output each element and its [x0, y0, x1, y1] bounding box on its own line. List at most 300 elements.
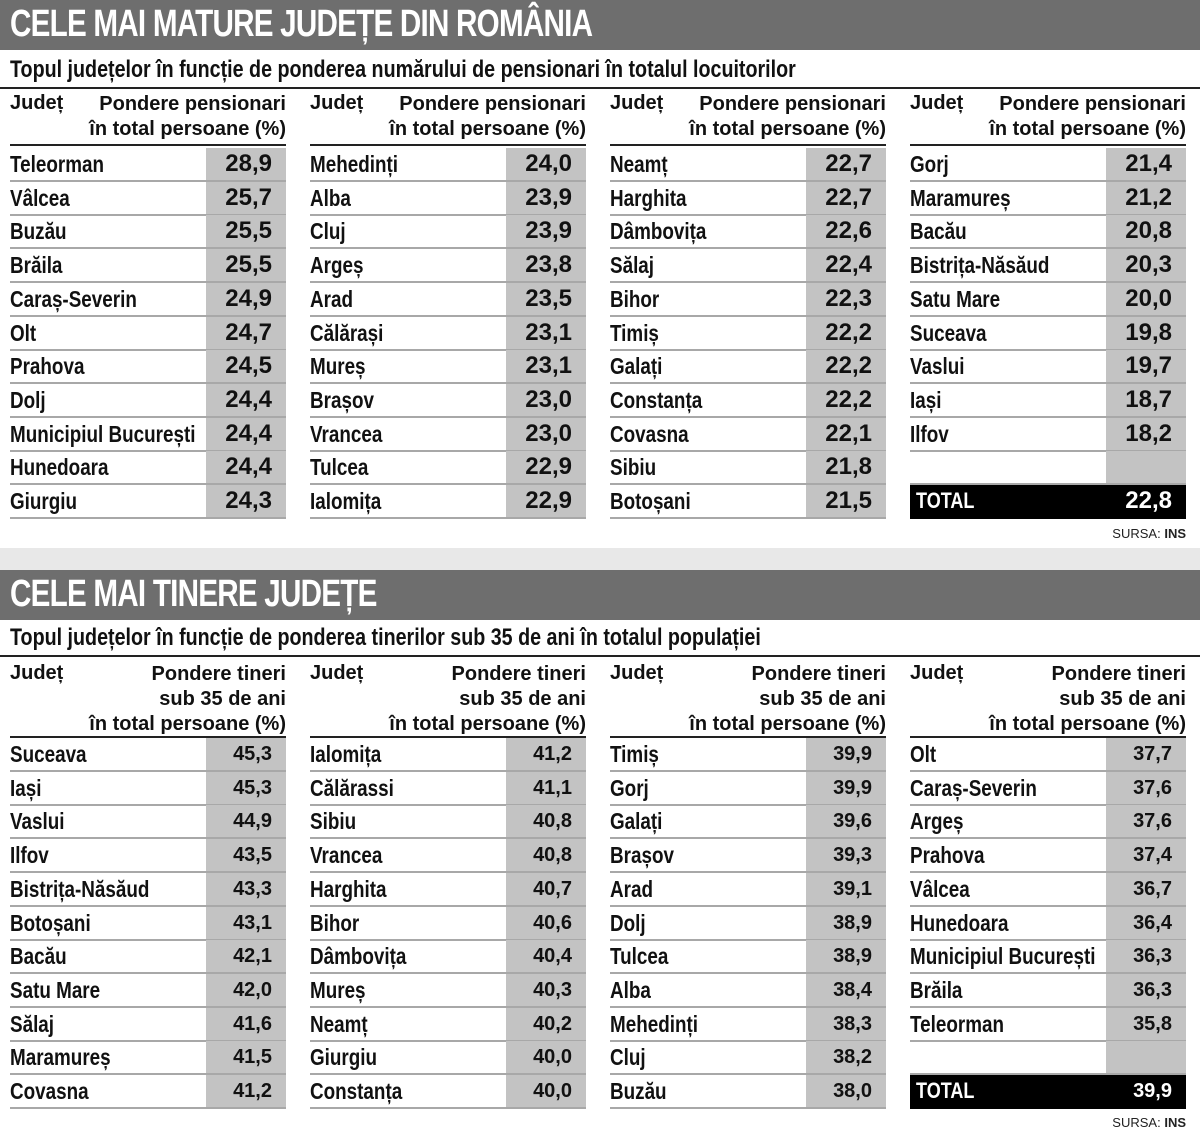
header-weight [989, 662, 1186, 737]
header-weight-line: sub 35 de ani [459, 688, 586, 710]
county-value: 23,1 [506, 317, 586, 349]
table-row [610, 1075, 886, 1109]
county-name: Suceava [10, 741, 87, 767]
county-name: Dolj [610, 909, 646, 936]
county-name: Brașov [610, 842, 674, 869]
county-name: Vâlcea [10, 184, 70, 211]
county-value: 25,5 [206, 249, 286, 281]
county-name: Municipiul București [910, 943, 1096, 970]
county-value: 37,7 [1106, 738, 1186, 770]
county-name: Prahova [910, 842, 985, 869]
county-value: 41,2 [506, 738, 586, 770]
county-name: Sibiu [310, 808, 357, 835]
table-row [610, 317, 886, 351]
table-row [310, 215, 586, 249]
header-county: Județ [610, 662, 664, 684]
table-row [310, 805, 586, 839]
county-name: Constanța [610, 386, 703, 413]
table-row [310, 249, 586, 283]
table-row [910, 451, 1186, 485]
table-row [10, 940, 286, 974]
county-value: 40,8 [506, 805, 586, 837]
county-value: 37,4 [1106, 839, 1186, 871]
county-value: 41,6 [206, 1008, 286, 1040]
county-value [1106, 1041, 1186, 1073]
county-value: 41,2 [206, 1075, 286, 1107]
table-row [310, 907, 586, 941]
county-name: Buzău [610, 1078, 667, 1104]
table-row [910, 418, 1186, 452]
table-row [310, 873, 586, 907]
county-value: 37,6 [1106, 772, 1186, 804]
county-value: 35,8 [1106, 1008, 1186, 1040]
county-value: 37,6 [1106, 805, 1186, 837]
table-row [910, 1008, 1186, 1042]
county-name: Galați [610, 808, 663, 835]
county-name: Vaslui [10, 808, 65, 835]
header-weight [89, 92, 286, 142]
county-name: Teleorman [910, 1010, 1004, 1037]
county-name: Teleorman [10, 151, 104, 177]
county-name: Iași [10, 774, 42, 801]
county-value: 38,9 [806, 907, 886, 939]
county-name: Satu Mare [910, 285, 1001, 312]
county-name: Călărassi [310, 774, 394, 801]
county-name: Caraș-Severin [910, 774, 1037, 801]
header-weight [689, 92, 886, 142]
table-row [310, 1008, 586, 1042]
table-row [910, 215, 1186, 249]
table-row [910, 148, 1186, 182]
county-value: 18,7 [1106, 384, 1186, 416]
county-name: Dâmbovița [310, 943, 407, 970]
county-value: 22,7 [806, 182, 886, 214]
county-name: Suceava [910, 319, 987, 346]
table-row [610, 772, 886, 806]
header-weight-line: sub 35 de ani [159, 688, 286, 710]
table-row [610, 873, 886, 907]
header-weight-line: în total persoane (%) [389, 118, 586, 140]
county-name: Botoșani [10, 909, 91, 936]
county-value: 22,2 [806, 350, 886, 382]
table-row [10, 974, 286, 1008]
table-row [910, 940, 1186, 974]
county-name: Mureș [310, 353, 366, 380]
county-name: Olt [10, 319, 37, 346]
section-title: CELE MAI TINERE JUDEȚE [10, 573, 377, 615]
county-value: 36,4 [1106, 907, 1186, 939]
county-value: 38,3 [806, 1008, 886, 1040]
county-value: 18,2 [1106, 418, 1186, 450]
county-value: 41,1 [506, 772, 586, 804]
county-name: Dolj [10, 386, 46, 413]
county-name: Gorj [910, 151, 949, 177]
county-value: 45,3 [206, 772, 286, 804]
county-name: Bacău [10, 943, 67, 970]
county-value: 36,7 [1106, 873, 1186, 905]
county-value: 23,9 [506, 182, 586, 214]
table-row [10, 485, 286, 519]
table-row [910, 317, 1186, 351]
county-value: 22,1 [806, 418, 886, 450]
table-row [610, 907, 886, 941]
county-value: 39,9 [806, 738, 886, 770]
row-divider [610, 1107, 886, 1109]
table-row [10, 805, 286, 839]
table-row [10, 249, 286, 283]
county-name: Dâmbovița [610, 218, 707, 245]
table-row [910, 873, 1186, 907]
county-value: 19,7 [1106, 350, 1186, 382]
table-row [10, 738, 286, 772]
county-name: Covasna [610, 420, 689, 447]
county-name: Neamț [610, 151, 668, 177]
section-subtitle: Topul județelor în funcție de ponderea numărului de pensionari în totalul locuitorilor [10, 56, 796, 83]
header-weight-line: Pondere pensionari [399, 93, 586, 115]
county-name: Călărași [310, 319, 384, 346]
county-name: Brăila [910, 976, 963, 1003]
county-value: 24,9 [206, 283, 286, 315]
county-value: 39,6 [806, 805, 886, 837]
table-row [610, 283, 886, 317]
county-name: Alba [610, 976, 651, 1003]
county-value: 22,7 [806, 148, 886, 180]
table-row [610, 148, 886, 182]
county-name: Ialomița [310, 741, 382, 767]
county-value: 40,2 [506, 1008, 586, 1040]
county-name: Cluj [310, 218, 346, 245]
county-name: Buzău [10, 218, 67, 245]
table-row [910, 384, 1186, 418]
county-value: 20,0 [1106, 283, 1186, 315]
header-county: Județ [310, 92, 364, 114]
table-row [310, 1075, 586, 1109]
row-divider [10, 517, 286, 519]
section-title-bar [0, 0, 1200, 50]
header-rule [10, 144, 286, 146]
county-name: Satu Mare [10, 976, 101, 1003]
table-row [310, 350, 586, 384]
county-name: Arad [610, 875, 653, 902]
table-row [910, 839, 1186, 873]
county-name: Vâlcea [910, 875, 970, 902]
county-name: Covasna [10, 1078, 89, 1104]
county-value: 23,0 [506, 384, 586, 416]
county-value: 25,5 [206, 215, 286, 247]
county-value: 40,6 [506, 907, 586, 939]
county-name: Giurgiu [10, 488, 78, 514]
county-name: Brașov [310, 386, 374, 413]
county-name: Caraș-Severin [10, 285, 137, 312]
county-value: 43,3 [206, 873, 286, 905]
header-county: Județ [910, 92, 964, 114]
county-value: 38,4 [806, 974, 886, 1006]
table-row [310, 317, 586, 351]
county-value: 20,8 [1106, 215, 1186, 247]
header-weight-line: în total persoane (%) [689, 713, 886, 735]
county-name: Argeș [310, 252, 364, 279]
county-name: Mehedinți [310, 151, 399, 177]
county-name: Brăila [10, 252, 63, 279]
table-row [910, 738, 1186, 772]
county-value: 38,0 [806, 1075, 886, 1107]
table-row [310, 839, 586, 873]
total-row [910, 485, 1186, 519]
table-row [10, 907, 286, 941]
county-value: 40,8 [506, 839, 586, 871]
section-title: CELE MAI MATURE JUDEȚE DIN ROMÂNIA [10, 3, 593, 45]
county-name: Timiș [610, 741, 659, 767]
total-label: TOTAL [916, 488, 975, 513]
table-row [610, 839, 886, 873]
table-row [10, 839, 286, 873]
table-row [910, 907, 1186, 941]
header-weight [689, 662, 886, 737]
header-weight-line: Pondere pensionari [999, 93, 1186, 115]
total-value: 22,8 [1106, 485, 1186, 517]
header-weight-line: în total persoane (%) [389, 713, 586, 735]
header-weight-line: în total persoane (%) [89, 118, 286, 140]
county-value: 24,3 [206, 485, 286, 517]
county-name: Constanța [310, 1078, 403, 1104]
county-name: Ilfov [910, 420, 949, 447]
county-value: 22,2 [806, 384, 886, 416]
table-row [610, 974, 886, 1008]
header-weight-line: sub 35 de ani [1059, 688, 1186, 710]
county-value: 20,3 [1106, 249, 1186, 281]
county-name: Maramureș [910, 184, 1011, 211]
county-name: Bistrița-Năsăud [910, 252, 1050, 279]
county-value: 42,0 [206, 974, 286, 1006]
table-row [310, 485, 586, 519]
county-name: Botoșani [610, 488, 691, 514]
header-county: Județ [10, 662, 64, 684]
mature-counties-section [0, 0, 1200, 548]
county-value: 19,8 [1106, 317, 1186, 349]
table-row [10, 1041, 286, 1075]
county-value: 40,7 [506, 873, 586, 905]
header-weight [989, 92, 1186, 142]
table-row [910, 249, 1186, 283]
header-weight [389, 662, 586, 737]
county-name: Bistrița-Năsăud [10, 875, 150, 902]
county-name: Sibiu [610, 454, 657, 481]
table-row [310, 974, 586, 1008]
table-row [910, 772, 1186, 806]
source-value: INS [1164, 1115, 1186, 1130]
county-value: 22,4 [806, 249, 886, 281]
county-value: 45,3 [206, 738, 286, 770]
table-row [610, 738, 886, 772]
county-value: 23,1 [506, 350, 586, 382]
row-divider [310, 517, 586, 519]
county-value: 38,9 [806, 940, 886, 972]
county-name: Vaslui [910, 353, 965, 380]
county-value: 23,5 [506, 283, 586, 315]
section-gap [0, 548, 1200, 570]
county-value: 21,4 [1106, 148, 1186, 180]
county-value: 43,1 [206, 907, 286, 939]
section-title-bar [0, 570, 1200, 620]
header-weight-line: Pondere tineri [751, 663, 886, 685]
county-value: 36,3 [1106, 940, 1186, 972]
table-row [10, 182, 286, 216]
header-rule [310, 144, 586, 146]
header-weight-line: în total persoane (%) [989, 118, 1186, 140]
table-row [10, 772, 286, 806]
table-row [310, 451, 586, 485]
table-row [610, 384, 886, 418]
row-divider [10, 1107, 286, 1109]
table-row [910, 350, 1186, 384]
table-row [10, 873, 286, 907]
young-counties-section [0, 570, 1200, 1136]
county-value: 23,9 [506, 215, 586, 247]
source-label: SURSA: [1112, 526, 1161, 541]
county-name: Sălaj [10, 1010, 55, 1037]
table-row [10, 350, 286, 384]
county-value: 21,8 [806, 451, 886, 483]
table-row [910, 805, 1186, 839]
county-value: 40,3 [506, 974, 586, 1006]
header-weight-line: în total persoane (%) [989, 713, 1186, 735]
county-value: 22,9 [506, 451, 586, 483]
county-value: 22,3 [806, 283, 886, 315]
header-weight-line: sub 35 de ani [759, 688, 886, 710]
table-row [310, 1041, 586, 1075]
table-row [10, 451, 286, 485]
table-row [310, 738, 586, 772]
table-row [10, 1075, 286, 1109]
county-value: 25,7 [206, 182, 286, 214]
header-weight-line: Pondere tineri [451, 663, 586, 685]
county-value: 23,8 [506, 249, 586, 281]
county-name: Harghita [610, 184, 687, 211]
table-row [10, 283, 286, 317]
county-name: Ialomița [310, 488, 382, 514]
table-row [610, 350, 886, 384]
table-row [610, 451, 886, 485]
source-note [1112, 1115, 1186, 1130]
county-name: Hunedoara [910, 909, 1009, 936]
table-row [910, 974, 1186, 1008]
table-row [610, 805, 886, 839]
county-value: 39,1 [806, 873, 886, 905]
table-row [310, 182, 586, 216]
table-row [310, 283, 586, 317]
county-value: 40,0 [506, 1075, 586, 1107]
table-row [610, 215, 886, 249]
county-name: Maramureș [10, 1044, 111, 1071]
county-name: Municipiul București [10, 420, 196, 447]
county-value: 21,2 [1106, 182, 1186, 214]
table-row [910, 283, 1186, 317]
table-row [310, 772, 586, 806]
county-name: Neamț [310, 1010, 368, 1037]
table-row [610, 940, 886, 974]
table-row [310, 418, 586, 452]
county-name: Vrancea [310, 842, 383, 869]
subtitle-rule [0, 87, 1200, 89]
county-value: 41,5 [206, 1041, 286, 1073]
total-row [910, 1075, 1186, 1109]
county-value: 23,0 [506, 418, 586, 450]
table-row [10, 215, 286, 249]
county-name: Tulcea [310, 454, 369, 481]
county-name: Bacău [910, 218, 967, 245]
table-row [310, 384, 586, 418]
county-value: 22,9 [506, 485, 586, 517]
county-value: 36,3 [1106, 974, 1186, 1006]
county-name: Harghita [310, 875, 387, 902]
county-name: Bihor [310, 909, 360, 936]
table-row [910, 1041, 1186, 1075]
header-weight [89, 662, 286, 737]
county-value: 24,5 [206, 350, 286, 382]
county-name: Hunedoara [10, 454, 109, 481]
row-divider [610, 517, 886, 519]
county-value: 42,1 [206, 940, 286, 972]
table-row [10, 317, 286, 351]
county-name: Sălaj [610, 252, 655, 279]
county-name: Mureș [310, 976, 366, 1003]
county-name: Vrancea [310, 420, 383, 447]
county-name: Galați [610, 353, 663, 380]
table-row [610, 418, 886, 452]
table-row [10, 148, 286, 182]
section-subtitle: Topul județelor în funcție de ponderea tinerilor sub 35 de ani în totalul populației [10, 624, 761, 651]
subtitle-rule [0, 655, 1200, 657]
header-county: Județ [310, 662, 364, 684]
county-value: 21,5 [806, 485, 886, 517]
header-weight-line: în total persoane (%) [89, 713, 286, 735]
county-value [1106, 451, 1186, 483]
county-value: 39,3 [806, 839, 886, 871]
county-name: Argeș [910, 808, 964, 835]
county-name: Tulcea [610, 943, 669, 970]
row-divider [310, 1107, 586, 1109]
table-row [910, 182, 1186, 216]
county-value: 38,2 [806, 1041, 886, 1073]
county-value: 24,4 [206, 418, 286, 450]
county-value: 43,5 [206, 839, 286, 871]
header-rule [910, 144, 1186, 146]
table-row [310, 940, 586, 974]
table-row [610, 1008, 886, 1042]
header-weight-line: în total persoane (%) [689, 118, 886, 140]
source-note [1112, 526, 1186, 541]
header-county: Județ [610, 92, 664, 114]
county-name: Iași [910, 386, 942, 413]
county-name: Ilfov [10, 842, 49, 869]
county-name: Arad [310, 285, 353, 312]
county-value: 22,6 [806, 215, 886, 247]
county-value: 22,2 [806, 317, 886, 349]
header-weight-line: Pondere tineri [151, 663, 286, 685]
table-row [10, 418, 286, 452]
county-value: 39,9 [806, 772, 886, 804]
county-value: 40,0 [506, 1041, 586, 1073]
header-weight-line: Pondere tineri [1051, 663, 1186, 685]
header-county: Județ [10, 92, 64, 114]
county-value: 28,9 [206, 148, 286, 180]
county-name: Mehedinți [610, 1010, 699, 1037]
county-name: Alba [310, 184, 351, 211]
county-name: Giurgiu [310, 1044, 378, 1071]
table-row [10, 1008, 286, 1042]
table-row [610, 182, 886, 216]
header-weight-line: Pondere pensionari [99, 93, 286, 115]
